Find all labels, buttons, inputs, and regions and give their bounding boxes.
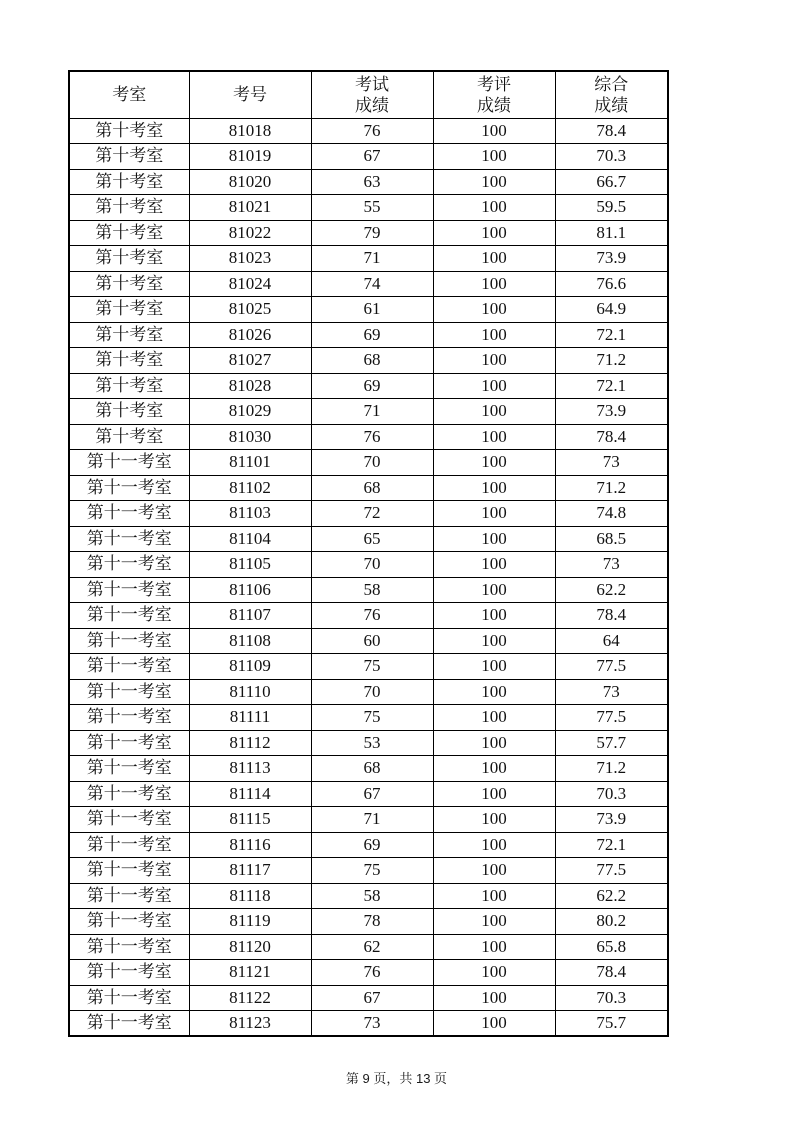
table-row [69,909,668,935]
cell-room: 第十考室 [69,348,189,374]
cell-exam_score: 67 [311,985,433,1011]
table-row [69,297,668,323]
cell-exam_no: 81019 [189,144,311,170]
cell-composite_score: 72.1 [555,832,668,858]
cell-room: 第十一考室 [69,654,189,680]
cell-eval_score: 100 [433,297,555,323]
cell-exam_score: 60 [311,628,433,654]
table-row [69,475,668,501]
cell-exam_no: 81118 [189,883,311,909]
cell-room: 第十一考室 [69,730,189,756]
cell-eval_score: 100 [433,118,555,144]
cell-eval_score: 100 [433,399,555,425]
cell-exam_score: 61 [311,297,433,323]
cell-eval_score: 100 [433,654,555,680]
cell-exam_no: 81018 [189,118,311,144]
cell-composite_score: 62.2 [555,577,668,603]
cell-exam_score: 55 [311,195,433,221]
cell-exam_no: 81104 [189,526,311,552]
table-row [69,144,668,170]
cell-exam_score: 69 [311,832,433,858]
cell-exam_score: 70 [311,552,433,578]
cell-exam_score: 71 [311,399,433,425]
cell-eval_score: 100 [433,603,555,629]
score-table [68,70,669,1037]
cell-composite_score: 75.7 [555,1011,668,1037]
table-row [69,322,668,348]
cell-exam_score: 68 [311,756,433,782]
cell-exam_no: 81102 [189,475,311,501]
table-row [69,118,668,144]
cell-exam_no: 81115 [189,807,311,833]
table-row [69,934,668,960]
cell-room: 第十一考室 [69,781,189,807]
table-header-row [69,71,668,118]
cell-composite_score: 72.1 [555,373,668,399]
cell-exam_score: 63 [311,169,433,195]
cell-exam_score: 62 [311,934,433,960]
table-row [69,373,668,399]
cell-eval_score: 100 [433,858,555,884]
table-row [69,628,668,654]
cell-eval_score: 100 [433,246,555,272]
cell-eval_score: 100 [433,832,555,858]
cell-exam_score: 53 [311,730,433,756]
table-row [69,679,668,705]
cell-room: 第十一考室 [69,603,189,629]
table-row [69,1011,668,1037]
cell-eval_score: 100 [433,960,555,986]
cell-exam_no: 81030 [189,424,311,450]
cell-room: 第十一考室 [69,985,189,1011]
cell-exam_no: 81121 [189,960,311,986]
cell-eval_score: 100 [433,577,555,603]
cell-exam_no: 81112 [189,730,311,756]
cell-exam_no: 81025 [189,297,311,323]
table-row [69,246,668,272]
cell-exam_score: 75 [311,654,433,680]
cell-composite_score: 73.9 [555,807,668,833]
table-row [69,985,668,1011]
cell-room: 第十一考室 [69,501,189,527]
cell-room: 第十考室 [69,220,189,246]
cell-exam_score: 76 [311,118,433,144]
cell-eval_score: 100 [433,883,555,909]
cell-room: 第十考室 [69,169,189,195]
cell-eval_score: 100 [433,322,555,348]
cell-exam_score: 71 [311,807,433,833]
cell-exam_no: 81122 [189,985,311,1011]
cell-composite_score: 73 [555,450,668,476]
cell-eval_score: 100 [433,373,555,399]
cell-exam_score: 65 [311,526,433,552]
cell-composite_score: 68.5 [555,526,668,552]
cell-exam_no: 81103 [189,501,311,527]
cell-composite_score: 78.4 [555,603,668,629]
cell-eval_score: 100 [433,450,555,476]
cell-exam_no: 81119 [189,909,311,935]
cell-eval_score: 100 [433,271,555,297]
cell-room: 第十一考室 [69,858,189,884]
cell-eval_score: 100 [433,730,555,756]
cell-room: 第十考室 [69,373,189,399]
cell-exam_no: 81109 [189,654,311,680]
cell-room: 第十考室 [69,118,189,144]
cell-exam_no: 81114 [189,781,311,807]
cell-room: 第十考室 [69,271,189,297]
column-header-exam_score: 考试 成绩 [311,71,433,118]
column-header-room: 考室 [69,71,189,118]
cell-room: 第十考室 [69,246,189,272]
cell-room: 第十考室 [69,144,189,170]
cell-eval_score: 100 [433,628,555,654]
cell-composite_score: 62.2 [555,883,668,909]
cell-composite_score: 73.9 [555,246,668,272]
column-header-eval_score: 考评 成绩 [433,71,555,118]
table-row [69,450,668,476]
cell-exam_score: 68 [311,475,433,501]
cell-exam_no: 81108 [189,628,311,654]
page-footer: 第 9 页，共 13 页 [345,1071,448,1086]
cell-exam_no: 81023 [189,246,311,272]
cell-exam_score: 70 [311,679,433,705]
cell-eval_score: 100 [433,1011,555,1037]
cell-eval_score: 100 [433,526,555,552]
table-row [69,577,668,603]
cell-room: 第十考室 [69,424,189,450]
cell-composite_score: 78.4 [555,960,668,986]
cell-room: 第十一考室 [69,1011,189,1037]
cell-composite_score: 59.5 [555,195,668,221]
cell-composite_score: 77.5 [555,858,668,884]
cell-room: 第十一考室 [69,450,189,476]
table-row [69,654,668,680]
cell-exam_score: 72 [311,501,433,527]
cell-exam_score: 71 [311,246,433,272]
cell-exam_score: 69 [311,373,433,399]
cell-eval_score: 100 [433,501,555,527]
cell-exam_score: 76 [311,960,433,986]
cell-composite_score: 70.3 [555,985,668,1011]
table-row [69,424,668,450]
cell-eval_score: 100 [433,807,555,833]
cell-composite_score: 74.8 [555,501,668,527]
cell-composite_score: 71.2 [555,475,668,501]
cell-exam_score: 67 [311,144,433,170]
cell-composite_score: 77.5 [555,705,668,731]
cell-exam_score: 74 [311,271,433,297]
cell-exam_score: 76 [311,603,433,629]
cell-exam_no: 81026 [189,322,311,348]
cell-composite_score: 66.7 [555,169,668,195]
cell-room: 第十考室 [69,297,189,323]
cell-room: 第十一考室 [69,756,189,782]
cell-exam_no: 81116 [189,832,311,858]
cell-composite_score: 72.1 [555,322,668,348]
cell-exam_score: 79 [311,220,433,246]
cell-eval_score: 100 [433,220,555,246]
cell-composite_score: 73 [555,552,668,578]
cell-room: 第十一考室 [69,883,189,909]
cell-room: 第十一考室 [69,960,189,986]
cell-composite_score: 64.9 [555,297,668,323]
cell-composite_score: 78.4 [555,424,668,450]
cell-room: 第十一考室 [69,526,189,552]
table-row [69,220,668,246]
cell-room: 第十考室 [69,195,189,221]
table-row [69,730,668,756]
cell-eval_score: 100 [433,195,555,221]
cell-eval_score: 100 [433,679,555,705]
cell-room: 第十一考室 [69,628,189,654]
cell-composite_score: 64 [555,628,668,654]
cell-exam_no: 81107 [189,603,311,629]
table-row [69,858,668,884]
cell-composite_score: 71.2 [555,756,668,782]
table-row [69,781,668,807]
cell-composite_score: 73 [555,679,668,705]
cell-eval_score: 100 [433,169,555,195]
table-row [69,271,668,297]
table-row [69,169,668,195]
cell-exam_score: 68 [311,348,433,374]
cell-room: 第十一考室 [69,934,189,960]
cell-room: 第十一考室 [69,807,189,833]
table-row [69,705,668,731]
cell-composite_score: 81.1 [555,220,668,246]
cell-exam_no: 81101 [189,450,311,476]
cell-exam_no: 81123 [189,1011,311,1037]
cell-eval_score: 100 [433,348,555,374]
cell-room: 第十一考室 [69,577,189,603]
cell-room: 第十一考室 [69,552,189,578]
cell-exam_no: 81027 [189,348,311,374]
cell-exam_no: 81117 [189,858,311,884]
cell-exam_score: 69 [311,322,433,348]
cell-composite_score: 70.3 [555,781,668,807]
cell-eval_score: 100 [433,424,555,450]
cell-room: 第十考室 [69,399,189,425]
cell-exam_no: 81111 [189,705,311,731]
table-row [69,832,668,858]
cell-exam_no: 81120 [189,934,311,960]
cell-composite_score: 65.8 [555,934,668,960]
table-row [69,883,668,909]
table-row [69,501,668,527]
cell-exam_score: 73 [311,1011,433,1037]
column-header-exam_no: 考号 [189,71,311,118]
cell-composite_score: 57.7 [555,730,668,756]
cell-exam_no: 81106 [189,577,311,603]
cell-eval_score: 100 [433,934,555,960]
table-row [69,526,668,552]
cell-exam_no: 81029 [189,399,311,425]
table-body [69,118,668,1036]
cell-exam_no: 81020 [189,169,311,195]
table-row [69,960,668,986]
table-row [69,756,668,782]
cell-eval_score: 100 [433,144,555,170]
cell-exam_score: 67 [311,781,433,807]
cell-composite_score: 76.6 [555,271,668,297]
table-row [69,399,668,425]
cell-eval_score: 100 [433,985,555,1011]
cell-exam_score: 58 [311,883,433,909]
table-row [69,603,668,629]
cell-exam_score: 70 [311,450,433,476]
column-header-composite_score: 综合 成绩 [555,71,668,118]
cell-composite_score: 71.2 [555,348,668,374]
cell-exam_score: 76 [311,424,433,450]
cell-exam_no: 81024 [189,271,311,297]
cell-eval_score: 100 [433,552,555,578]
table-row [69,552,668,578]
cell-exam_no: 81113 [189,756,311,782]
cell-composite_score: 73.9 [555,399,668,425]
cell-room: 第十一考室 [69,705,189,731]
cell-room: 第十一考室 [69,909,189,935]
cell-composite_score: 78.4 [555,118,668,144]
cell-room: 第十考室 [69,322,189,348]
table-header [69,71,668,118]
cell-room: 第十一考室 [69,679,189,705]
cell-exam_score: 75 [311,705,433,731]
cell-composite_score: 77.5 [555,654,668,680]
cell-exam_no: 81022 [189,220,311,246]
cell-eval_score: 100 [433,475,555,501]
cell-eval_score: 100 [433,909,555,935]
cell-exam_no: 81105 [189,552,311,578]
cell-composite_score: 80.2 [555,909,668,935]
cell-exam_score: 75 [311,858,433,884]
cell-room: 第十一考室 [69,475,189,501]
cell-exam_no: 81110 [189,679,311,705]
cell-eval_score: 100 [433,756,555,782]
cell-composite_score: 70.3 [555,144,668,170]
cell-exam_score: 78 [311,909,433,935]
cell-eval_score: 100 [433,705,555,731]
table-row [69,807,668,833]
table-row [69,195,668,221]
table-row [69,348,668,374]
cell-eval_score: 100 [433,781,555,807]
cell-exam_score: 58 [311,577,433,603]
cell-exam_no: 81028 [189,373,311,399]
cell-exam_no: 81021 [189,195,311,221]
cell-room: 第十一考室 [69,832,189,858]
